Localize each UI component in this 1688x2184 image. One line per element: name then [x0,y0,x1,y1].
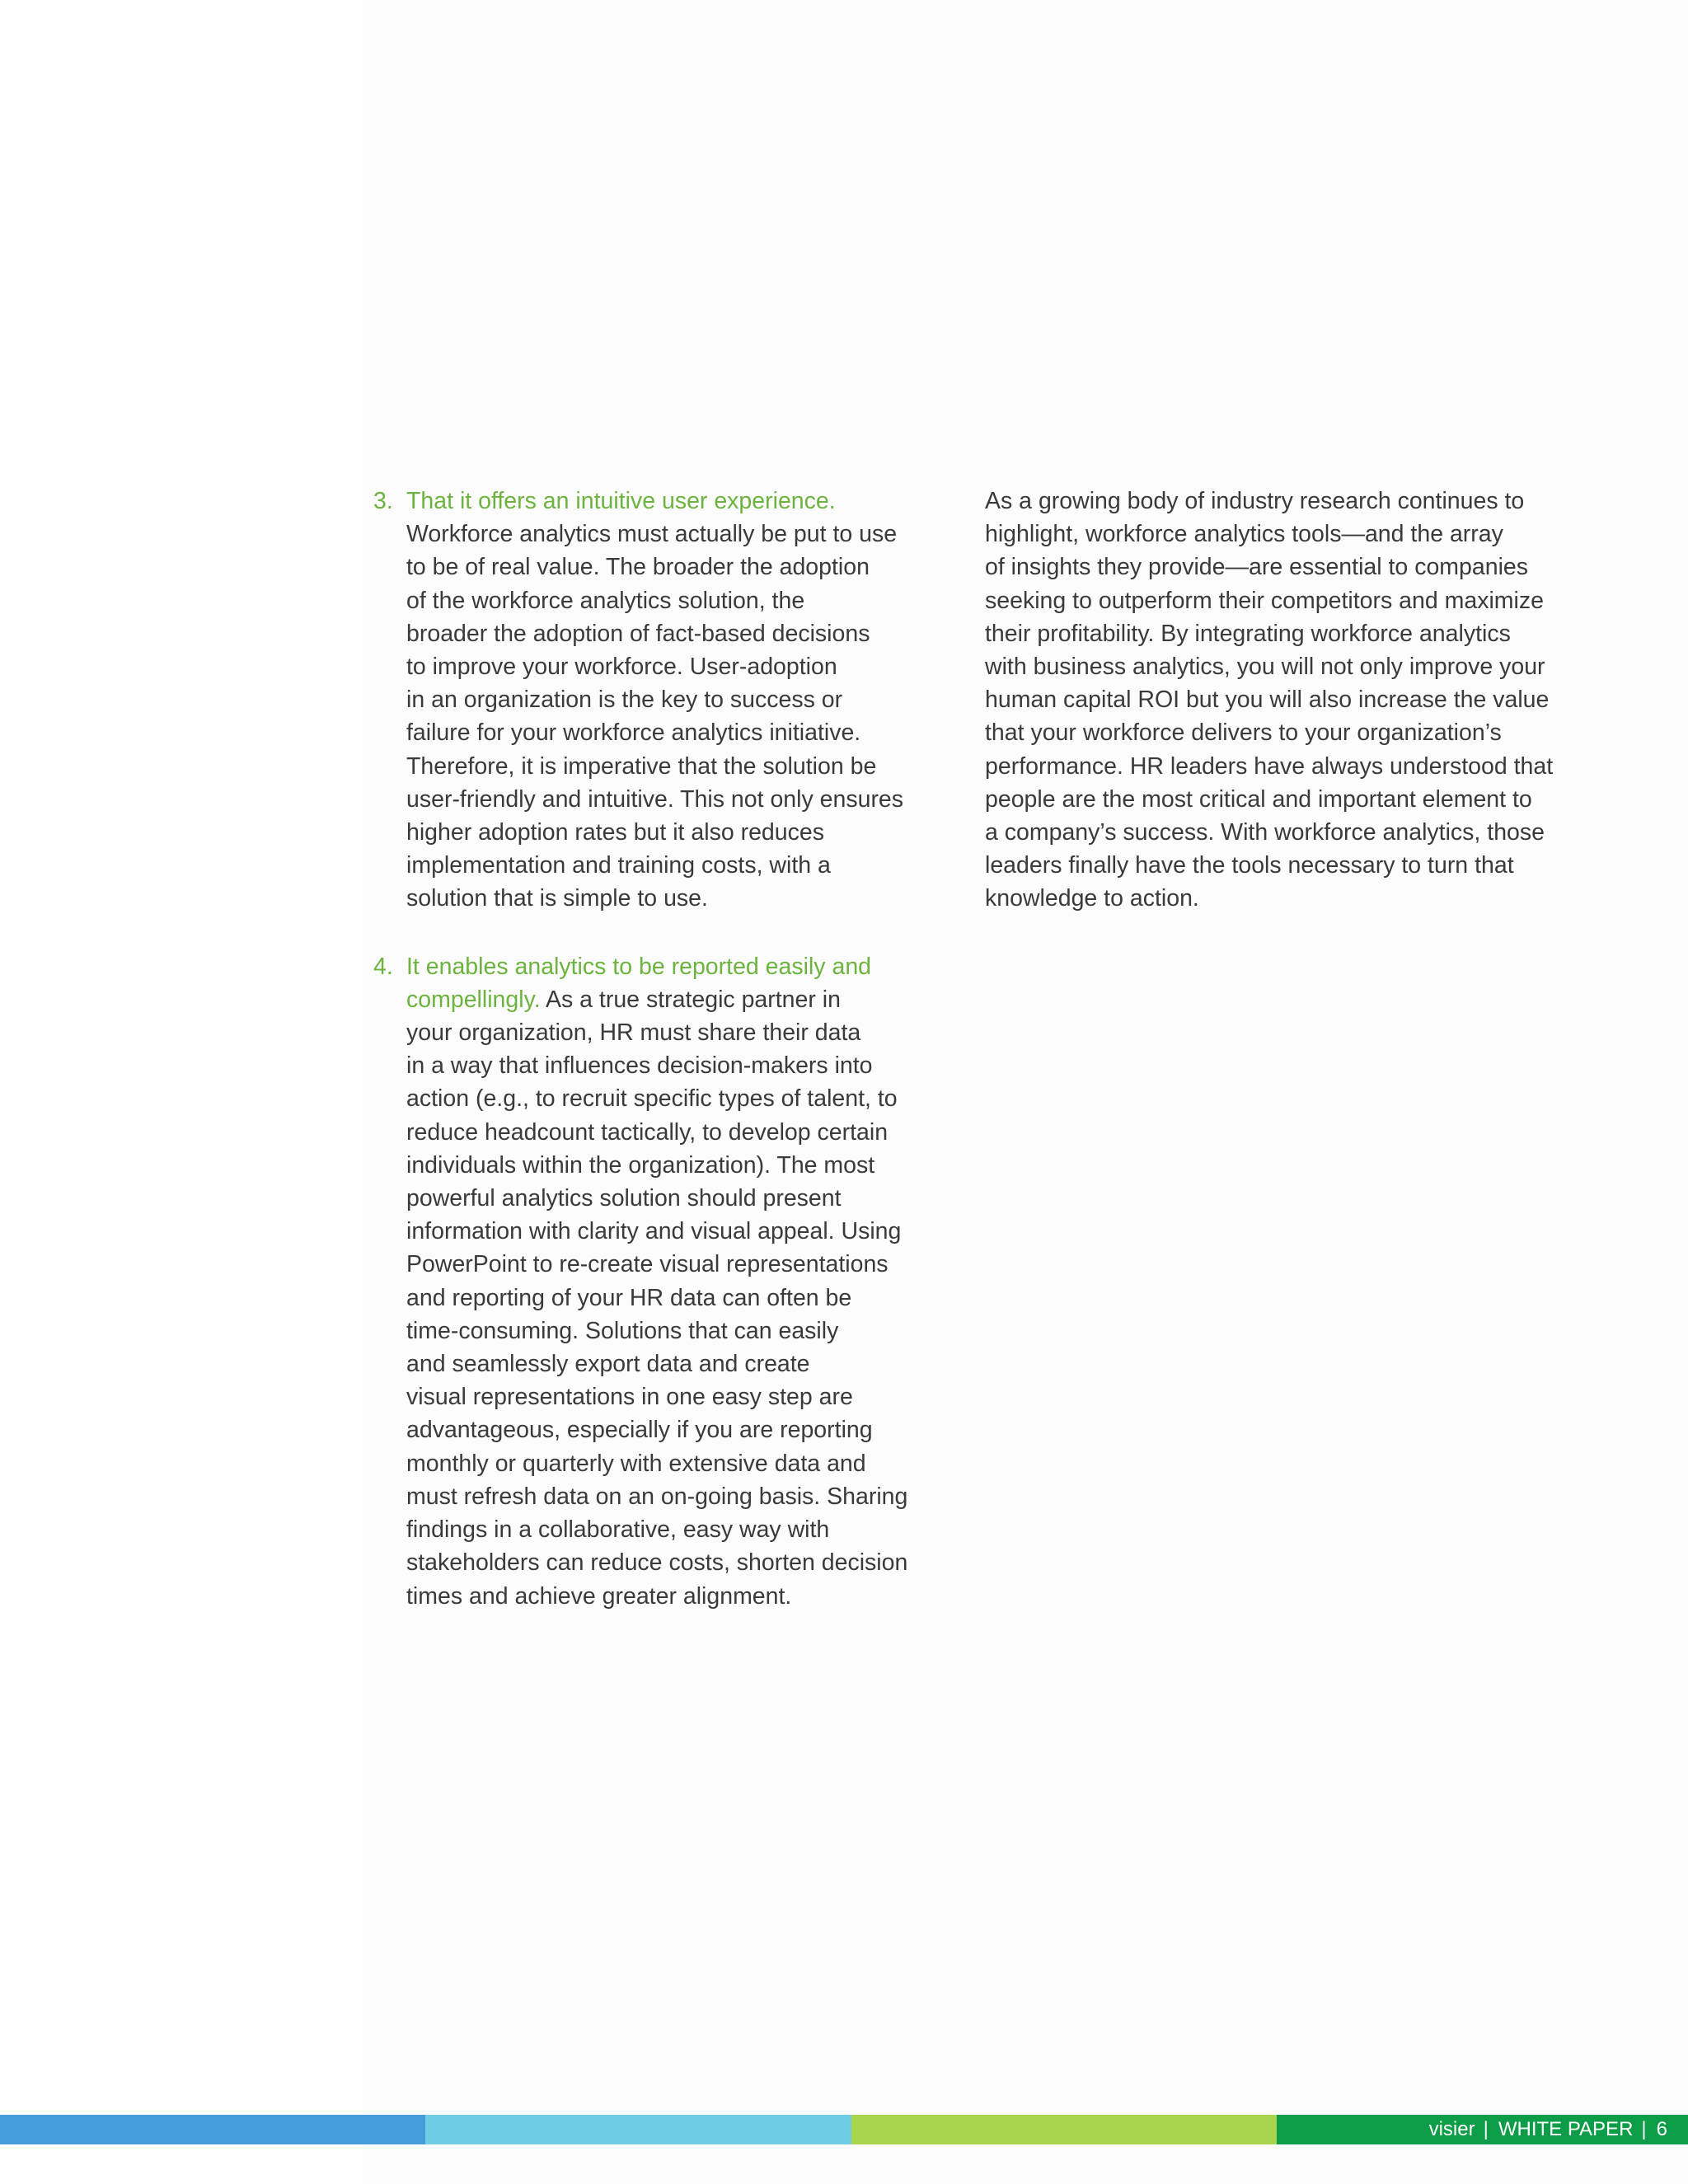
body-line: their profitability. By integrating workforce analytics [985,620,1511,647]
footer-band-lime [851,2115,1277,2144]
footer-band-blue [0,2115,425,2144]
body-line: time-consuming. Solutions that can easily [406,1317,839,1344]
body-line: in an organization is the key to success or [406,687,843,714]
body-line: a company’s success. With workforce analytics, those [985,819,1545,846]
body-line: that your workforce delivers to your organization’s [985,719,1502,747]
body-line: seeking to outperform their competitors and maximize [985,587,1544,614]
body-line: advantageous, especially if you are reporting [406,1417,873,1444]
body-line: failure for your workforce analytics initiative. [406,719,861,747]
body-line: powerful analytics solution should present [406,1185,842,1212]
body-line: visual representations in one easy step are [406,1384,853,1411]
body-text: As a true strategic partner in [540,986,841,1013]
body-line: must refresh data on an on-going basis. Sharing [406,1483,908,1510]
body-line: stakeholders can reduce costs, shorten decision [406,1549,908,1577]
body-line: human capital ROI but you will also increase the value [985,687,1550,714]
body-line: broader the adoption of fact-based decisions [406,620,870,647]
right-column [985,485,1554,916]
body-line: PowerPoint to re-create visual representations [406,1251,889,1278]
body-line: leaders finally have the tools necessary to turn that [985,852,1514,879]
footer-band-green [1277,2115,1688,2144]
body-line: As a growing body of industry research continues to [985,488,1525,514]
body-line: information with clarity and visual appeal. Using [406,1218,902,1245]
body-line: individuals within the organization). The most [406,1151,875,1179]
body-line: your organization, HR must share their data [406,1019,861,1047]
body-line: of the workforce analytics solution, the [406,587,805,614]
body-line: user-friendly and intuitive. This not only ensures [406,785,904,813]
footer-color-band [0,2115,1688,2144]
list-item-4 [373,950,908,1613]
body-line: Therefore, it is imperative that the solution be [406,752,877,780]
body-line: findings in a collaborative, easy way with [406,1516,830,1544]
body-line: reduce headcount tactically, to develop certain [406,1118,889,1146]
body-line: Workforce analytics must actually be put to use [406,521,898,548]
footer-doc-type: WHITE PAPER [1498,2118,1634,2140]
list-heading: It enables analytics to be reported easily and [406,953,872,980]
footer-brand: visier [1428,2118,1475,2140]
body-line: highlight, workforce analytics tools—and the array [985,521,1503,548]
footer-label [1429,2115,1667,2144]
body-line: people are the most critical and important element to [985,785,1532,813]
footer-separator: | [1483,2118,1489,2140]
body-line: with business analytics, you will not only improve your [985,654,1545,681]
body-line: and seamlessly export data and create [406,1351,810,1378]
body-line: implementation and training costs, with a [406,852,831,879]
body-line: solution that is simple to use. [406,885,708,912]
body-line: and reporting of your HR data can often be [406,1284,852,1311]
page-number: 6 [1656,2118,1667,2140]
body-line: in a way that influences decision-makers into [406,1052,873,1080]
body-line: times and achieve greater alignment. [406,1582,792,1610]
body-line: higher adoption rates but it also reduces [406,819,824,846]
body-line: of insights they provide—are essential to companies [985,554,1529,581]
body-line: performance. HR leaders have always understood that [985,752,1554,780]
body-line: to improve your workforce. User-adoption [406,654,837,681]
list-number: 3. [373,488,393,514]
mixed-line [406,983,901,1016]
body-line: knowledge to action. [985,885,1199,912]
left-column [373,485,908,1613]
list-item-3 [373,485,904,916]
body-line: action (e.g., to recruit specific types of talent, to [406,1085,898,1113]
body-line: monthly or quarterly with extensive data and [406,1450,866,1477]
footer-separator: | [1641,2118,1647,2140]
footer-band-light-blue [425,2115,851,2144]
list-heading: That it offers an intuitive user experience. [406,488,836,514]
list-heading-continued: compellingly. [406,986,541,1013]
body-line: to be of real value. The broader the adoption [406,554,870,581]
list-number: 4. [373,953,393,980]
